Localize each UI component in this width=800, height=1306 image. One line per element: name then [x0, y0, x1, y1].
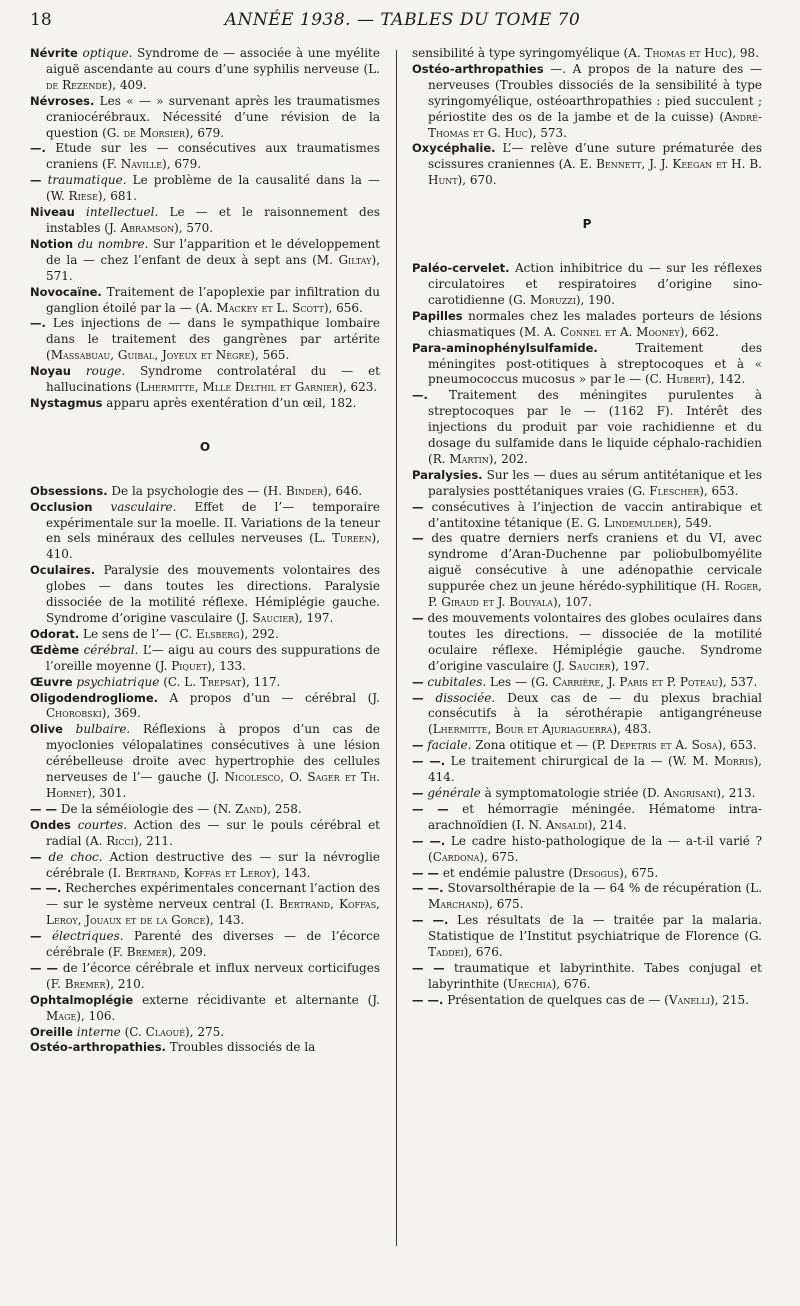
entry-reference: ), 214. — [587, 817, 627, 832]
entry-text: Le sens de l’— ( — [79, 626, 180, 641]
entry-text: Troubles dissociés de la — [165, 1040, 316, 1055]
entry-keyword: Ostéo-arthropathies — [412, 61, 544, 76]
entry-qualifier: vasculaire. — [92, 499, 177, 514]
entry-text: Présentation de quelques cas de — ( — [443, 992, 669, 1007]
entry-qualifier: électriques. — [41, 929, 124, 944]
index-entry — [412, 62, 762, 142]
entry-authors: André-Thomas et G. Huc — [428, 109, 762, 140]
entry-text: consécutives à l’injection de vaccin antirabique et d’antitoxine tétanique ( — [423, 499, 762, 530]
entry-text: de l’écorce cérébrale et influx nerveux corticifuges ( — [46, 960, 380, 991]
entry-text: Etude sur les — consécutives aux traumatismes craniens ( — [45, 141, 380, 172]
index-entry — [30, 1025, 380, 1041]
entry-reference: ), 301. — [87, 785, 127, 800]
entry-authors: H. Roger, P. Giraud et J. Bouyala — [428, 579, 762, 610]
entry-text: Action inhibitrice du — sur les réflexes circulatoires et respiratoires d’origine sino-carotidienne ( — [428, 261, 762, 307]
entry-reference: ), 143. — [271, 865, 311, 880]
index-entry — [412, 46, 762, 62]
index-entry — [30, 484, 380, 500]
entry-qualifier: cubitales. — [423, 674, 487, 689]
entry-authors: H. Binder — [267, 483, 324, 498]
index-entry — [412, 141, 762, 189]
entry-text: Les résultats de la — traitée par la malaria. Statistique de l’Institut psychiatrique de Florence ( — [428, 913, 763, 944]
entry-text: Recherches expérimentales concernant l’action des — sur le système nerveux central ( — [46, 881, 380, 912]
entry-reference: ), 409. — [107, 77, 147, 92]
index-entry — [412, 738, 762, 754]
entry-keyword: — — [412, 531, 424, 546]
entry-reference: ), 369. — [101, 706, 141, 721]
index-entry — [30, 141, 380, 173]
entry-text: traumatique et labyrinthite. Tabes conjugal et labyrinthite ( — [428, 960, 762, 991]
entry-keyword: — —. — [412, 754, 446, 769]
index-entry — [30, 627, 380, 643]
entry-reference: ), 675. — [619, 865, 659, 880]
entry-reference: ), 292. — [239, 626, 279, 641]
entry-text: Stovarsolthérapie de la — 64 % de récupération ( — [443, 881, 751, 896]
entry-text: Parenté des diverses — de l’écorce cérébrale ( — [46, 929, 380, 960]
entry-keyword: Oligodendrogliome. — [30, 690, 158, 705]
index-entry — [412, 786, 762, 802]
entry-keyword: Notion — [30, 236, 74, 251]
section-letter-p: P — [582, 217, 592, 232]
index-entry — [412, 802, 762, 834]
index-entry — [30, 993, 380, 1025]
index-entry — [30, 850, 380, 882]
entry-keyword: — —. — [412, 992, 444, 1007]
entry-keyword: —. — [30, 141, 46, 156]
entry-text: Le cadre histo-pathologique de la — a-t-il varié ? ( — [428, 833, 763, 864]
entry-keyword: — —. — [412, 833, 446, 848]
entry-authors: G. de Morsier — [106, 125, 186, 140]
entry-keyword: Oculaires. — [30, 563, 96, 578]
entry-authors: I. Bertrand, Koffas, Leroy, Jouaux et de la Gorce — [46, 897, 380, 928]
entry-authors: G. Flescher — [632, 483, 700, 498]
entry-text: Le traitement chirurgical de la — ( — [445, 754, 673, 769]
entry-text: L’— relève d’une suture prématurée des scissures craniennes ( — [428, 141, 762, 172]
entry-authors: C. Elsberg — [179, 626, 240, 641]
index-entry — [412, 611, 762, 675]
entry-text: Le problème de la causalité dans la — ( — [46, 173, 380, 204]
entry-keyword: Niveau — [30, 205, 75, 220]
index-entry — [30, 396, 380, 412]
entry-reference: ), 662. — [679, 324, 719, 339]
index-entry — [412, 866, 762, 882]
index-entry — [412, 913, 762, 961]
index-entry — [412, 468, 762, 500]
entry-keyword: Noyau — [30, 364, 71, 379]
entry-reference: ), 210. — [105, 976, 145, 991]
entry-text: Traitement de l’apoplexie par infiltration du ganglion étoilé par la — ( — [46, 284, 380, 315]
index-entry — [412, 881, 762, 913]
entry-keyword: — — [412, 611, 424, 625]
entry-authors: N. Zand — [217, 801, 263, 816]
index-entry — [412, 341, 762, 389]
entry-keyword: — — — [30, 960, 59, 975]
entry-reference: ), 679. — [185, 125, 225, 140]
entry-authors: C. Claoué — [129, 1024, 186, 1039]
entry-reference: ), 675. — [479, 849, 519, 864]
entry-reference: ), 653. — [717, 738, 757, 753]
entry-reference: ), 142. — [706, 372, 746, 387]
entry-reference: ), 573. — [527, 125, 567, 140]
entry-reference: 182. — [329, 395, 357, 410]
entry-authors: J. Chorobski — [46, 690, 380, 721]
entry-keyword: — — [30, 849, 42, 864]
entry-authors: F. Bremer — [112, 945, 168, 960]
entry-reference: ), 133. — [206, 658, 246, 673]
index-entry — [412, 309, 762, 341]
entry-reference: ), 679. — [162, 157, 202, 172]
entry-authors: M. Giltay — [316, 252, 372, 267]
entry-keyword: Paralysies. — [412, 467, 483, 482]
left-column — [30, 46, 380, 1056]
entry-keyword: Névrite — [30, 46, 78, 60]
entry-text: Les injections de — dans le sympathique lombaire dans le traitement des gangrènes par artérite ( — [45, 316, 380, 363]
entry-text: Sur les — dues au sérum antitétanique et les paralysies posttétaniques vraies ( — [428, 467, 762, 498]
entry-text: à symptomatologie striée ( — [480, 785, 647, 800]
entry-qualifier: intellectuel. — [74, 205, 159, 220]
entry-keyword: — —. — [412, 913, 449, 928]
entry-authors: R. Martin — [432, 451, 489, 466]
entry-qualifier: bulbaire. — [62, 722, 131, 737]
index-entry — [30, 364, 380, 396]
entry-text: Deux cas de — du plexus brachial consécutifs à la sérothérapie antigangréneuse ( — [428, 690, 762, 737]
entry-authors: F. Naville — [106, 157, 163, 172]
entry-authors: D. Angrisani — [646, 785, 717, 800]
index-entry — [412, 388, 762, 468]
entry-keyword: — — — [412, 801, 449, 816]
entry-qualifier: traumatique. — [41, 173, 127, 188]
index-entry — [30, 285, 380, 317]
entry-reference: ), 197. — [294, 611, 334, 625]
entry-authors: W. M. Morris — [672, 754, 754, 769]
entry-text: —. A propos de la nature des — nerveuses (Troubles dissociés de la sensibilité à type syringomyélique, ostéoarthropathies : pied succulent ; périostite des os de la jambe et de la cuisse) ( — [428, 61, 762, 124]
entry-keyword: Obsessions. — [30, 483, 108, 498]
entry-text: des quatre derniers nerfs craniens et du VI, avec syndrome d’Aran-Duchenne par poliobulbomyélite aiguë consécutive à une adénopathie cervicale suppurée chez un jeune hérédo-syphilitique ( — [423, 531, 762, 594]
entry-reference: ), 98. — [727, 46, 760, 60]
entry-keyword: Œuvre — [30, 674, 73, 689]
entry-text: Action des — sur le pouls cérébral et radial ( — [46, 817, 380, 848]
right-entries-o — [412, 46, 762, 189]
entry-authors: G. Taddei — [428, 929, 762, 960]
page-header — [30, 10, 775, 44]
entry-reference: ), 571. — [46, 252, 381, 283]
index-entry — [412, 675, 762, 691]
entry-reference: ), 410. — [46, 531, 381, 562]
entry-text: sensibilité à type syringomyélique ( — [412, 46, 629, 60]
entry-text: ( — [159, 674, 168, 689]
entry-text: Zona otitique et — ( — [471, 738, 597, 753]
entry-text: normales chez les malades porteurs de lésions chiasmatiques ( — [428, 308, 762, 339]
entry-text: L’— aigu au cours des suppurations de l’oreille moyenne ( — [46, 642, 380, 673]
index-entry — [412, 500, 762, 532]
entry-keyword: — — [412, 785, 424, 800]
entry-reference: ), 117. — [241, 674, 281, 689]
entry-qualifier: du nombre. — [73, 236, 149, 251]
entry-keyword: Paléo-cervelet. — [412, 261, 510, 276]
entry-qualifier: cérébral. — [79, 642, 139, 657]
right-column — [412, 46, 762, 1009]
entry-authors: G. Carrière, J. Paris et P. Poteau — [535, 674, 719, 689]
entry-text: Les — ( — [486, 674, 536, 689]
entry-reference: ), 215. — [709, 992, 749, 1007]
entry-reference: ), 483. — [612, 722, 652, 737]
entry-text: A propos d’un — cérébral ( — [157, 690, 373, 705]
entry-qualifier: de choc. — [41, 849, 103, 864]
entry-authors: L. Marchand — [428, 881, 763, 912]
entry-keyword: —. — [412, 388, 428, 403]
entry-keyword: — —. — [30, 881, 62, 896]
index-entry — [412, 531, 762, 611]
entry-authors: J. Abramson — [108, 220, 175, 235]
entry-keyword: — — — [30, 801, 58, 816]
entry-authors: A. Thomas et Huc — [628, 46, 728, 60]
entry-text: et endémie palustre ( — [439, 865, 574, 880]
entry-text: Réflexions à propos d’un cas de myoclonies vélopalatines consécutives à une lésion cérébelleuse droite avec hypertrophie des cellules nerveuses de l’— gauche ( — [46, 722, 381, 785]
entry-authors: M. A. Connel et A. Mooney — [523, 324, 680, 339]
index-entry — [30, 173, 380, 205]
index-entry — [412, 754, 762, 786]
entry-keyword: Oreille — [30, 1024, 73, 1039]
index-entry — [30, 563, 380, 627]
index-entry — [30, 929, 380, 961]
entry-text: De la psychologie des — ( — [107, 483, 268, 498]
entry-keyword: Novocaïne. — [30, 284, 102, 299]
entry-authors: P. Depetris et A. Sosa — [596, 738, 718, 753]
index-entry — [30, 802, 380, 818]
entry-keyword: — — [412, 738, 424, 753]
left-entries-o — [30, 484, 380, 1057]
index-entry — [30, 1040, 380, 1056]
index-entry — [412, 691, 762, 739]
entry-keyword: Papilles — [412, 308, 463, 323]
entry-text: Action destructive des — sur la névroglie cérébrale ( — [46, 849, 380, 880]
entry-text: Paralysie des mouvements volontaires des globes — dans toutes les directions. Paralysie dissociée de la motilité réflexe. Hémiplégie gauche. Syndrome d’origine vasculaire ( — [46, 563, 380, 625]
entry-reference: ), 106. — [76, 1008, 116, 1023]
entry-reference: ), 414. — [428, 754, 762, 785]
entry-text: Traitement des méningites post-otitiques à streptocoques et à « pneumococcus mucosus » par le — ( — [428, 340, 762, 387]
entry-authors: J. Saucier — [240, 611, 295, 625]
index-entry — [412, 993, 762, 1009]
entry-reference: ), 681. — [97, 189, 137, 204]
entry-keyword: —. — [30, 316, 46, 331]
left-entries-n — [30, 46, 380, 412]
entry-authors: Lhermitte, Mlle Delthil et Garnier — [140, 380, 339, 395]
index-entry — [30, 675, 380, 691]
entry-qualifier: optique. — [77, 46, 133, 60]
entry-authors: Desogus — [573, 865, 620, 880]
entry-text: Traitement des méningites purulentes à streptocoques par le — (1162 F). Intérêt des injections du produit par voie rachidienne et du dosage du sulfamide dans le liquide céphalo-rachidien ( — [427, 388, 762, 466]
entry-keyword: — — — [412, 960, 445, 975]
entry-reference: ), 653. — [699, 483, 739, 498]
entry-text: Sur l’apparition et le développement de la — chez l’enfant de deux à sept ans ( — [46, 236, 380, 267]
entry-reference: ), 676. — [463, 945, 503, 960]
entry-authors: J. Nicolesco, O. Sager et Th. Hornet — [46, 770, 380, 800]
index-entry — [30, 316, 380, 364]
entry-keyword: Odorat. — [30, 626, 80, 641]
entry-keyword: — — — [412, 865, 440, 880]
index-entry — [30, 961, 380, 993]
entry-keyword: Œdème — [30, 642, 80, 657]
entry-authors: Vanelli — [668, 992, 710, 1007]
index-columns — [30, 46, 775, 1296]
index-entry — [412, 834, 762, 866]
entry-keyword: — —. — [412, 881, 444, 896]
entry-text: Effet de l’— temporaire expérimentale sur la moelle. II. Variations de la teneur en sels minéraux des cellules nerveuses ( — [46, 499, 380, 546]
entry-authors: A. E. Bennett, J. J. Keegan et H. B. Hunt — [428, 157, 762, 188]
entry-keyword: Ondes — [30, 817, 71, 832]
index-entry — [30, 691, 380, 723]
entry-text: ( — [120, 1024, 130, 1039]
entry-qualifier: interne — [72, 1024, 121, 1039]
entry-authors: J. Saucier — [557, 658, 611, 673]
entry-authors: C. Hubert — [649, 372, 707, 387]
index-entry — [30, 818, 380, 850]
page-number: 18 — [30, 10, 52, 30]
entry-authors: I. Bertrand, Koffas et Leroy — [112, 865, 272, 880]
index-entry — [30, 205, 380, 237]
entry-text: Le — et le raisonnement des instables ( — [46, 205, 380, 235]
entry-keyword: — — [412, 499, 424, 514]
entry-qualifier: dissociée. — [423, 690, 496, 705]
entry-text: De la séméiologie des — ( — [57, 801, 218, 816]
entry-text: Les « — » survenant après les traumatismes craniocérébraux. Nécessité d’une révision de la question ( — [46, 93, 380, 140]
entry-qualifier: générale — [423, 785, 481, 800]
index-entry — [30, 722, 380, 802]
index-entry — [30, 881, 380, 929]
entry-keyword: Occlusion — [30, 499, 93, 514]
entry-reference: ), 211. — [133, 833, 173, 848]
index-entry — [30, 500, 380, 564]
entry-authors: J. Mage — [46, 992, 380, 1023]
entry-text: externe récidivante et alternante ( — [133, 992, 373, 1007]
entry-authors: I. N. Ansaldi — [516, 817, 588, 832]
entry-reference: ), 565. — [250, 348, 290, 363]
entry-authors: G. Moruzzi — [513, 292, 576, 307]
entry-keyword: Para-aminophénylsulfamide. — [412, 340, 598, 355]
entry-authors: Lhermitte, Bour et Ajuriaguerra — [432, 722, 613, 737]
entry-text: des mouvements volontaires des globes oculaires dans toutes les directions. — dissociée de la motilité oculaire réflexe. Hémiplégie gauche. Syndrome d’origine vasculaire ( — [423, 611, 762, 673]
entry-authors: Urechia — [507, 976, 552, 991]
entry-keyword: — — [30, 929, 42, 944]
entry-reference: ), 197. — [610, 658, 650, 673]
entry-reference: ), 107. — [552, 595, 592, 610]
entry-text: apparu après exentération d’un œil, — [102, 395, 330, 410]
entry-reference: ), 190. — [575, 292, 615, 307]
entry-reference: ), 537. — [718, 674, 758, 689]
entry-authors: Massabuau, Guibal, Joyeux et Nègre — [50, 348, 251, 363]
entry-keyword: — — [30, 173, 42, 188]
index-entry — [412, 961, 762, 993]
section-letter-o: O — [199, 439, 211, 454]
running-title: ANNÉE 1938. — TABLES DU TOME 70 — [224, 10, 581, 30]
index-entry — [30, 46, 380, 94]
entry-keyword: — — [412, 690, 424, 705]
entry-qualifier: psychiatrique — [72, 674, 160, 689]
entry-reference: ), 670. — [457, 173, 497, 188]
index-entry — [30, 94, 380, 142]
entry-keyword: Ophtalmoplégie — [30, 992, 134, 1007]
entry-authors: L. de Rezende — [46, 61, 380, 92]
entry-reference: ), 570. — [174, 220, 214, 235]
entry-text: Syndrome controlatéral du — et hallucinations ( — [46, 364, 380, 395]
entry-reference: ), 646. — [323, 483, 363, 498]
entry-keyword: Olive — [30, 722, 63, 737]
entry-authors: W. Riese — [50, 189, 98, 204]
entry-authors: A. Ricci — [89, 833, 134, 848]
entry-reference: ), 143. — [205, 913, 245, 928]
entry-keyword: — — [412, 674, 424, 689]
entry-reference: ), 656. — [323, 300, 363, 315]
entry-reference: ), 275. — [185, 1024, 225, 1039]
entry-authors: A. Mackey et L. Scott — [200, 300, 324, 315]
entry-reference: ), 209. — [167, 945, 207, 960]
entry-text: Syndrome de — associée à une myélite aiguë ascendante au cours d’une syphilis nerveuse ( — [46, 46, 380, 76]
entry-authors: L. Tureen — [313, 531, 372, 546]
entry-authors: C. L. Trepsat — [167, 674, 242, 689]
entry-reference: ), 258. — [262, 801, 302, 816]
entry-authors: E. G. Lindemulder — [570, 515, 673, 530]
right-entries-p — [412, 261, 762, 1009]
entry-keyword: Nystagmus — [30, 395, 103, 410]
entry-qualifier: rouge. — [70, 364, 126, 379]
entry-authors: F. Bremer — [50, 976, 106, 991]
entry-keyword: Ostéo-arthropathies. — [30, 1040, 166, 1055]
entry-qualifier: courtes. — [70, 817, 128, 832]
index-entry — [30, 237, 380, 285]
column-divider — [396, 50, 397, 1246]
entry-reference: ), 623. — [338, 380, 378, 395]
entry-authors: Cardona — [432, 849, 480, 864]
entry-reference: ), 676. — [551, 976, 591, 991]
entry-authors: J. Piquet — [159, 658, 207, 673]
entry-reference: ), 675. — [484, 897, 524, 912]
entry-text: et hémorragie méningée. Hématome intra-arachnoïdien ( — [428, 801, 762, 832]
entry-reference: ), 549. — [672, 515, 712, 530]
index-entry — [412, 261, 762, 309]
entry-keyword: Névroses. — [30, 93, 95, 108]
entry-reference: ), 202. — [488, 451, 528, 466]
entry-keyword: Oxycéphalie. — [412, 141, 496, 156]
index-entry — [30, 643, 380, 675]
entry-qualifier: faciale. — [423, 738, 472, 753]
entry-reference: ), 213. — [716, 785, 756, 800]
